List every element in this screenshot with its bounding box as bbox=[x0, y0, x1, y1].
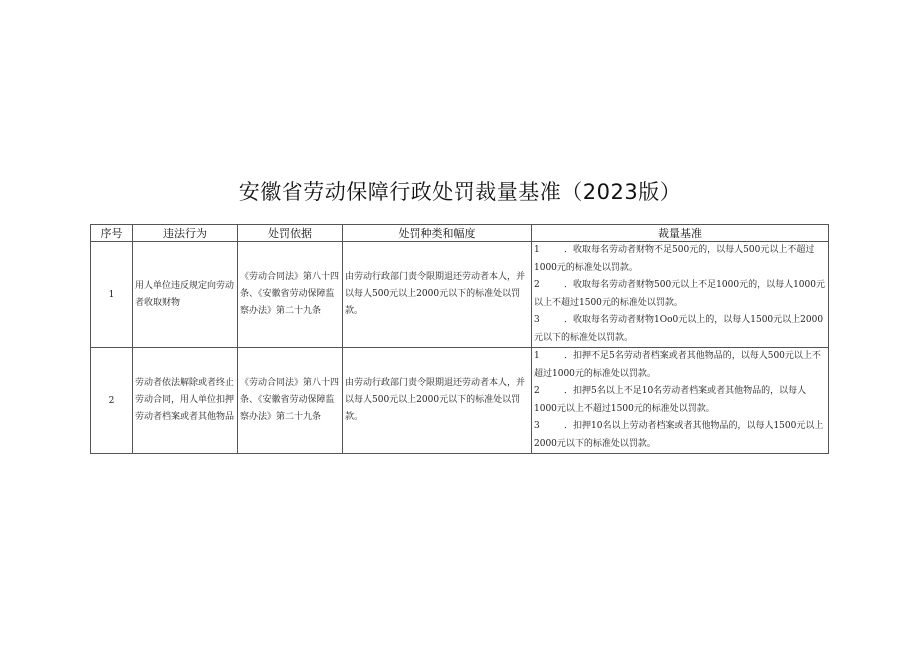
row-discretion-standard bbox=[532, 348, 829, 454]
header-penalty-basis: 处罚依据 bbox=[238, 225, 343, 242]
row-penalty-type-range: 由劳动行政部门责令限期退还劳动者本人，并以每人500元以上2000元以下的标准处以罚款。 bbox=[343, 242, 532, 348]
standard-item bbox=[534, 242, 826, 277]
penalty-standards-table bbox=[90, 224, 829, 454]
table-row bbox=[91, 242, 829, 348]
row-penalty-basis: 《劳动合同法》第八十四条、《安徽省劳动保障监察办法》第二十九条 bbox=[238, 242, 343, 348]
header-serial-no: 序号 bbox=[91, 225, 133, 242]
row-penalty-basis: 《劳动合同法》第八十四条、《安徽省劳动保障监察办法》第二十九条 bbox=[238, 348, 343, 454]
standard-item-number: 2 bbox=[534, 386, 540, 396]
standard-item-number: 2 bbox=[534, 280, 540, 290]
standard-item bbox=[534, 418, 826, 453]
standard-item-number: 3 bbox=[534, 421, 540, 431]
standard-item-number: 3 bbox=[534, 315, 540, 325]
standard-item-text: ．扣押5名以上不足10名劳动者档案或者其他物品的，以每人1000元以上不超过1500元的标准处以罚款。 bbox=[534, 386, 807, 414]
table-row bbox=[91, 348, 829, 454]
standard-item-number: 1 bbox=[534, 351, 540, 361]
standard-item-text: ．扣押10名以上劳动者档案或者其他物品的，以每人1500元以上2000元以下的标准处以罚款。 bbox=[534, 421, 824, 449]
document-title: 安徽省劳动保障行政处罚裁量基准（2023版） bbox=[238, 180, 682, 204]
table-header-row bbox=[91, 225, 829, 242]
header-penalty-type-range: 处罚种类和幅度 bbox=[343, 225, 532, 242]
row-discretion-standard bbox=[532, 242, 829, 348]
standard-item bbox=[534, 277, 826, 312]
standard-item-number: 1 bbox=[534, 245, 540, 255]
standard-item-text: ．收取每名劳动者财物1Oo0元以上的，以每人1500元以上2000元以下的标准处以罚款。 bbox=[534, 315, 824, 343]
standard-item-text: ．收取每名劳动者财物500元以上不足1000元的，以每人1000元以上不超过1500元的标准处以罚款。 bbox=[534, 280, 825, 308]
standard-item-text: ．扣押不足5名劳动者档案或者其他物品的，以每人500元以上不超过1000元的标准处以罚款。 bbox=[534, 351, 821, 379]
header-violation: 违法行为 bbox=[133, 225, 238, 242]
row-serial-no: 1 bbox=[91, 242, 133, 348]
standard-item bbox=[534, 383, 826, 418]
row-serial-no: 2 bbox=[91, 348, 133, 454]
header-discretion-standard: 裁量基准 bbox=[532, 225, 829, 242]
row-violation: 劳动者依法解除或者终止劳动合同，用人单位扣押劳动者档案或者其他物品 bbox=[133, 348, 238, 454]
standard-item bbox=[534, 348, 826, 383]
standard-item-text: ．收取每名劳动者财物不足500元的，以每人500元以上不超过1000元的标准处以罚款。 bbox=[534, 245, 815, 273]
standard-item bbox=[534, 312, 826, 347]
row-violation: 用人单位违反规定向劳动者收取财物 bbox=[133, 242, 238, 348]
row-penalty-type-range: 由劳动行政部门责令限期退还劳动者本人，并以每人500元以上2000元以下的标准处以罚款。 bbox=[343, 348, 532, 454]
